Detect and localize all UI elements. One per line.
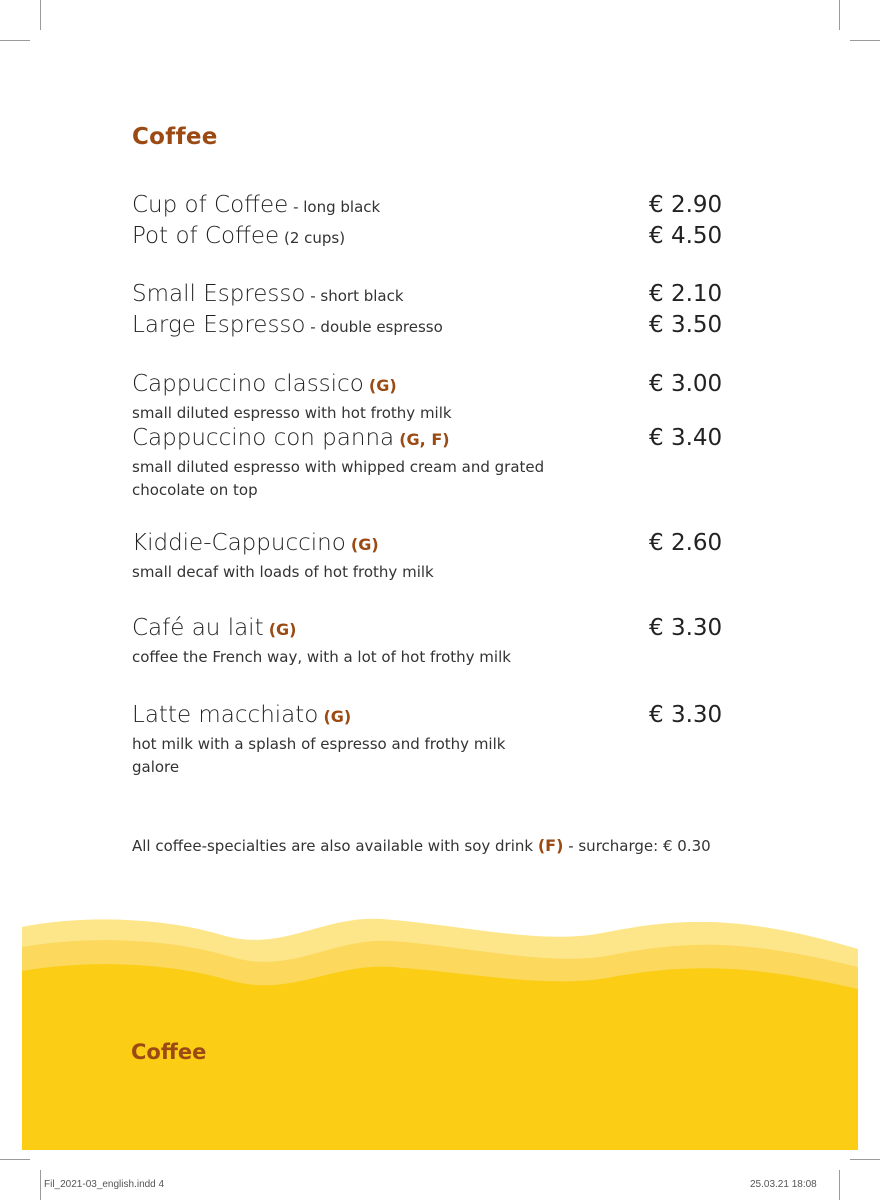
item-name: Pot of Coffee (132, 223, 280, 249)
menu-item (132, 192, 722, 223)
crop-mark (839, 1170, 840, 1200)
item-price: € 3.30 (649, 702, 723, 728)
yellow-wave-footer (22, 915, 858, 1150)
item-description: small diluted espresso with hot frothy milk (132, 404, 452, 422)
item-price: € 2.10 (649, 281, 723, 307)
menu-item (132, 615, 722, 669)
crop-mark (850, 40, 880, 41)
item-price: € 2.60 (649, 530, 723, 556)
note-text: All coffee-specialties are also available with soy drink (132, 837, 538, 855)
item-description: small diluted espresso with whipped cream and grated chocolate on top (132, 458, 545, 499)
allergen-label: (G) (350, 535, 379, 554)
item-name: Cappuccino classico (132, 371, 364, 397)
print-slug-filename: Fil_2021-03_english.indd 4 (44, 1179, 165, 1190)
item-suffix: (2 cups) (279, 229, 346, 247)
soy-drink-note (132, 836, 722, 855)
menu-item (132, 530, 722, 584)
item-description: coffee the French way, with a lot of hot frothy milk (132, 648, 511, 666)
menu-item (132, 371, 722, 425)
allergen-label: (G, F) (399, 430, 450, 449)
item-description: small decaf with loads of hot frothy milk (132, 563, 434, 581)
crop-mark (0, 40, 30, 41)
item-description: hot milk with a splash of espresso and frothy milk galore (132, 735, 506, 776)
item-name: Café au lait (132, 615, 264, 641)
crop-mark (0, 1159, 30, 1160)
item-name: Cup of Coffee (132, 192, 289, 218)
crop-mark (40, 1170, 41, 1200)
footer-title: Coffee (131, 1040, 207, 1064)
allergen-label: (G) (368, 376, 397, 395)
allergen-label: (F) (537, 836, 564, 855)
note-surcharge: - surcharge: € 0.30 (563, 837, 711, 855)
page-title: Coffee (132, 124, 218, 150)
menu-item (132, 425, 722, 502)
crop-mark (839, 0, 840, 30)
print-slug-date: 25.03.21 18:08 (750, 1179, 817, 1190)
menu-item (132, 312, 722, 343)
item-suffix: - double espresso (305, 318, 443, 336)
item-name: Latte macchiato (132, 702, 319, 728)
item-name: Kiddie-Cappuccino (132, 530, 346, 556)
menu-item (132, 702, 722, 779)
item-name: Cappuccino con panna (132, 425, 395, 451)
item-name: Small Espresso (132, 281, 306, 307)
item-price: € 3.30 (649, 615, 723, 641)
item-suffix: - short black (305, 287, 404, 305)
allergen-label: (G) (268, 620, 297, 639)
item-suffix: - long black (288, 198, 381, 216)
item-name: Large Espresso (132, 312, 306, 338)
crop-mark (850, 1159, 880, 1160)
item-price: € 3.40 (649, 425, 723, 451)
item-price: € 3.00 (649, 371, 723, 397)
menu-item (132, 223, 722, 254)
item-price: € 2.90 (649, 192, 723, 218)
allergen-label: (G) (323, 707, 352, 726)
menu-item (132, 281, 722, 312)
item-price: € 3.50 (649, 312, 723, 338)
item-price: € 4.50 (649, 223, 723, 249)
crop-mark (40, 0, 41, 30)
